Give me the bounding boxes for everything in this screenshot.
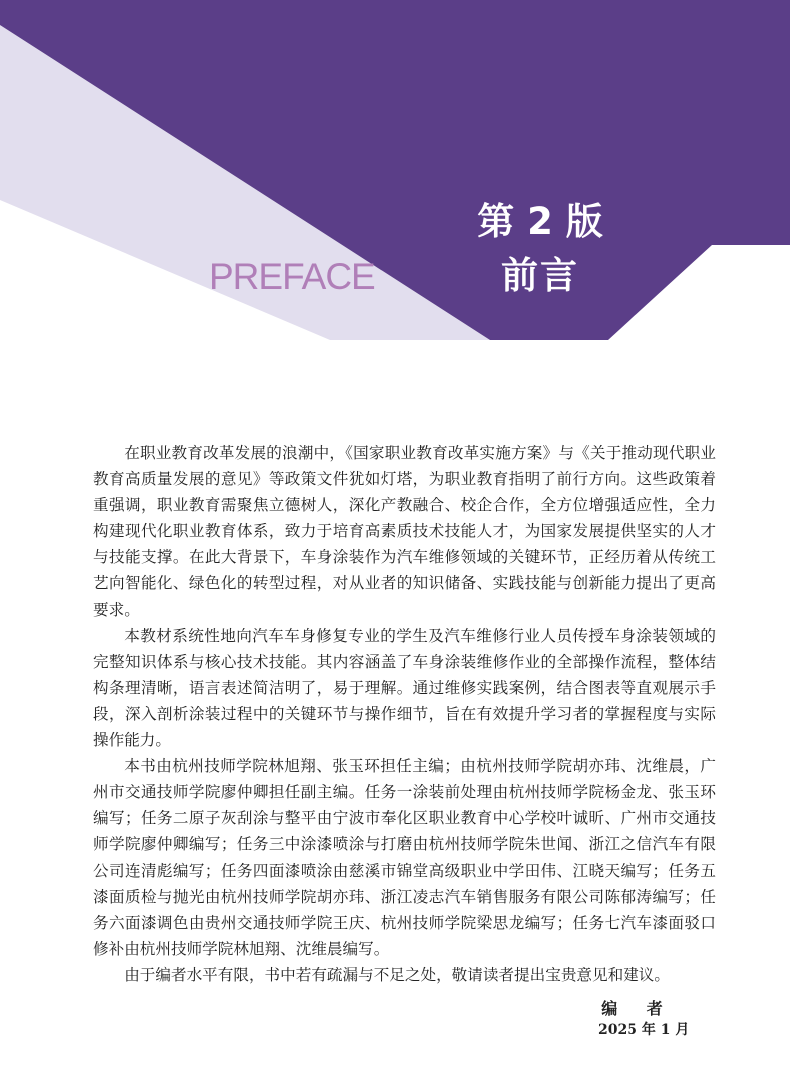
preface-body xyxy=(93,440,716,988)
signature-author: 编 者 xyxy=(601,999,675,1018)
signature-date: 2025 年 1 月 xyxy=(598,1022,690,1038)
edition-label: 第 2 版 xyxy=(477,200,603,243)
page-title: 前言 xyxy=(501,254,579,297)
paragraph-closing: 由于编者水平有限，书中若有疏漏与不足之处，敬请读者提出宝贵意见和建议。 xyxy=(124,965,670,984)
header-banner xyxy=(0,0,790,340)
paragraph-intro: 在职业教育改革发展的浪潮中，《国家职业教育改革实施方案》与《关于推动现代职业教育高质量发展的意见》等政策文件犹如灯塔，为职业教育指明了前行方向。这些政策着重强调，职业教育需聚焦立德树人，深化产教融合、校企合作，全方位增强适应性，全力构建现代化职业教育体系，致力于培育高素质技术技能人才，为国家发展提供坚实的人才与技能支撑。在此大背景下，车身涂装作为汽车维修领域的关键环节，正经历着从传统工艺向智能化、绿色化的转型过程，对从业者的知识储备、实践技能与创新能力提出了更高要求。 xyxy=(93,444,716,619)
paragraph-authors: 本书由杭州技师学院林旭翔、张玉环担任主编；由杭州技师学院胡亦玮、沈维晨，广州市交通技师学院廖仲卿担任副主编。任务一涂装前处理由杭州技师学院杨金龙、张玉环编写；任务二原子灰刮涂与整平由宁波市奉化区职业教育中心学校叶诚昕、广州市交通技师学院廖仲卿编写；任务三中涂漆喷涂与打磨由杭州技师学院朱世闻、浙江之信汽车有限公司连清彪编写；任务四面漆喷涂由慈溪市锦堂高级职业中学田伟、江晓天编写；任务五漆面质检与抛光由杭州技师学院胡亦玮、浙江凌志汽车销售服务有限公司陈郁涛编写；任务六面漆调色由贵州交通技师学院王庆、杭州技师学院梁思龙编写；任务七汽车漆面驳口修补由杭州技师学院林旭翔、沈维晨编写。 xyxy=(93,757,716,958)
preface-english-title: PREFACE xyxy=(209,256,375,297)
paragraph-textbook-overview: 本教材系统性地向汽车车身修复专业的学生及汽车维修行业人员传授车身涂装领域的完整知识体系与核心技术技能。其内容涵盖了车身涂装维修作业的全部操作流程，整体结构条理清晰，语言表述简洁明了，易于理解。通过维修实践案例，结合图表等直观展示手段，深入剖析涂装过程中的关键环节与操作细节，旨在有效提升学习者的掌握程度与实际操作能力。 xyxy=(93,626,716,750)
